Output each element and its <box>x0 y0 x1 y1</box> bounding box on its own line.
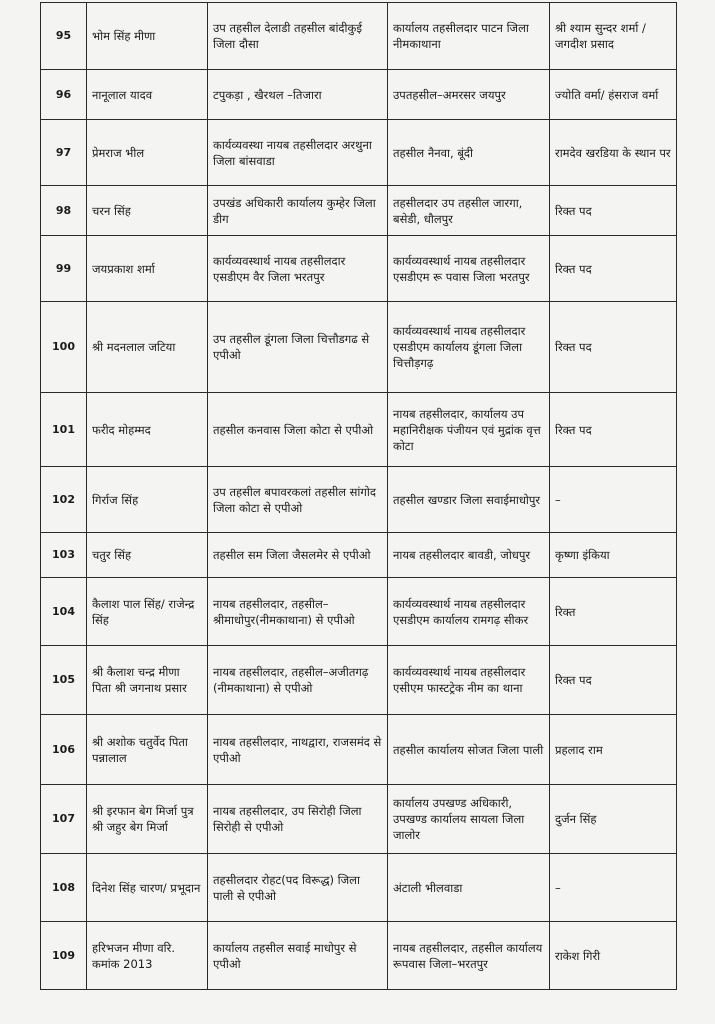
officer-name: कैलाश पाल सिंह/ राजेन्द्र सिंह <box>87 578 208 646</box>
table-row <box>41 393 677 467</box>
table-row <box>41 922 677 990</box>
current-posting: उप तहसील बपावरकलां तहसील सांगोद जिला कोटा से एपीओ <box>208 467 388 533</box>
current-posting: तहसील सम जिला जैसलमेर से एपीओ <box>208 533 388 578</box>
officer-name: श्री कैलाश चन्द्र मीणा पिता श्री जगनाथ प्रसार <box>87 646 208 715</box>
serial-number: 106 <box>41 715 87 785</box>
current-posting: नायब तहसीलदार, नाथद्वारा, राजसमंद से एपीओ <box>208 715 388 785</box>
new-posting: तहसील कार्यालय सोजत जिला पाली <box>388 715 550 785</box>
new-posting: अंटाली भीलवाडा <box>388 854 550 922</box>
current-posting: नायब तहसीलदार, उप सिरोही जिला सिरोही से एपीओ <box>208 785 388 854</box>
table-row <box>41 3 677 70</box>
remark: रिक्त पद <box>550 186 677 236</box>
serial-number: 96 <box>41 70 87 120</box>
table-row <box>41 70 677 120</box>
new-posting: कार्यव्यवस्थार्थ नायब तहसीलदार एसडीएम कार्यालय डूंगला जिला चित्तौड़गढ़ <box>388 302 550 393</box>
current-posting: नायब तहसीलदार, तहसील–अजीतगढ़ (नीमकाथाना) से एपीओ <box>208 646 388 715</box>
officer-name: चरन सिंह <box>87 186 208 236</box>
new-posting: तहसीलदार उप तहसील जारगा, बसेडी, धौलपुर <box>388 186 550 236</box>
officer-name: नानूलाल यादव <box>87 70 208 120</box>
current-posting: उप तहसील डूंगला जिला चित्तौडगढ से एपीओ <box>208 302 388 393</box>
table-row <box>41 467 677 533</box>
officer-name: जयप्रकाश शर्मा <box>87 236 208 302</box>
table-row <box>41 302 677 393</box>
table-row <box>41 533 677 578</box>
officer-name: फरीद मोहम्मद <box>87 393 208 467</box>
current-posting: उप तहसील देलाडी तहसील बांदीकुई जिला दौसा <box>208 3 388 70</box>
remark: श्री श्याम सुन्दर शर्मा /जगदीश प्रसाद <box>550 3 677 70</box>
current-posting: कार्यव्यवस्थार्थ नायब तहसीलदार एसडीएम वैर जिला भरतपुर <box>208 236 388 302</box>
serial-number: 103 <box>41 533 87 578</box>
remark: रिक्त पद <box>550 393 677 467</box>
new-posting: कार्यव्यवस्थार्थ नायब तहसीलदार एसडीएम रू पवास जिला भरतपुर <box>388 236 550 302</box>
new-posting: कार्यव्यवस्थार्थ नायब तहसीलदार एसीएम फास्टट्रेक नीम का थाना <box>388 646 550 715</box>
table-row <box>41 715 677 785</box>
table-row <box>41 120 677 186</box>
current-posting: नायब तहसीलदार, तहसील–श्रीमाधोपुर(नीमकाथाना) से एपीओ <box>208 578 388 646</box>
table-row <box>41 578 677 646</box>
current-posting: उपखंड अधिकारी कार्यालय कुम्हेर जिला डीग <box>208 186 388 236</box>
new-posting: नायब तहसीलदार, तहसील कार्यालय रूपवास जिला–भरतपुर <box>388 922 550 990</box>
officer-name: भोम सिंह मीणा <box>87 3 208 70</box>
table-row <box>41 236 677 302</box>
table-row <box>41 785 677 854</box>
serial-number: 109 <box>41 922 87 990</box>
officer-name: चतुर सिंह <box>87 533 208 578</box>
new-posting: कार्यालय उपखण्ड अधिकारी, उपखण्ड कार्यालय सायला जिला जालोर <box>388 785 550 854</box>
new-posting: कार्यालय तहसीलदार पाटन जिला नीमकाथाना <box>388 3 550 70</box>
transfer-table <box>40 2 677 990</box>
new-posting: तहसील खण्डार जिला सवाईमाधोपुर <box>388 467 550 533</box>
officer-name: श्री इरफान बेग मिर्जा पुत्र श्री जहुर बेग मिर्जा <box>87 785 208 854</box>
officer-name: दिनेश सिंह चारण/ प्रभूदान <box>87 854 208 922</box>
table-row <box>41 186 677 236</box>
remark: प्रहलाद राम <box>550 715 677 785</box>
new-posting: कार्यव्यवस्थार्थ नायब तहसीलदार एसडीएम कार्यालय रामगढ़ सीकर <box>388 578 550 646</box>
current-posting: कार्यव्यवस्था नायब तहसीलदार अरथुना जिला बांसवाडा <box>208 120 388 186</box>
remark: दुर्जन सिंह <box>550 785 677 854</box>
table-row <box>41 854 677 922</box>
remark: ज्योति वर्मा/ हंसराज वर्मा <box>550 70 677 120</box>
current-posting: टपुकड़ा , खैरथल –तिजारा <box>208 70 388 120</box>
officer-name: प्रेमराज भील <box>87 120 208 186</box>
officer-name: श्री अशोक चतुर्वेद पिता पन्नालाल <box>87 715 208 785</box>
remark: राकेश गिरी <box>550 922 677 990</box>
current-posting: तहसील कनवास जिला कोटा से एपीओ <box>208 393 388 467</box>
serial-number: 102 <box>41 467 87 533</box>
remark: कृष्णा इंकिया <box>550 533 677 578</box>
officer-name: श्री मदनलाल जटिया <box>87 302 208 393</box>
serial-number: 100 <box>41 302 87 393</box>
new-posting: नायब तहसीलदार बावडी, जोधपुर <box>388 533 550 578</box>
serial-number: 95 <box>41 3 87 70</box>
remark: रिक्त पद <box>550 236 677 302</box>
serial-number: 104 <box>41 578 87 646</box>
serial-number: 107 <box>41 785 87 854</box>
current-posting: तहसीलदार रोहट(पद विरूद्ध) जिला पाली से एपीओ <box>208 854 388 922</box>
current-posting: कार्यालय तहसील सवाई माधोपुर से एपीओ <box>208 922 388 990</box>
serial-number: 105 <box>41 646 87 715</box>
serial-number: 97 <box>41 120 87 186</box>
remark: रिक्त पद <box>550 646 677 715</box>
serial-number: 101 <box>41 393 87 467</box>
remark: – <box>550 467 677 533</box>
serial-number: 108 <box>41 854 87 922</box>
remark: – <box>550 854 677 922</box>
new-posting: उपतहसील–अमरसर जयपुर <box>388 70 550 120</box>
new-posting: तहसील नैनवा, बूंदी <box>388 120 550 186</box>
officer-name: हरिभजन मीणा वरि. कमांक 2013 <box>87 922 208 990</box>
remark: रामदेव खरडिया के स्थान पर <box>550 120 677 186</box>
new-posting: नायब तहसीलदार, कार्यालय उप महानिरीक्षक पंजीयन एवं मुद्रांक वृत्त कोटा <box>388 393 550 467</box>
remark: रिक्त पद <box>550 302 677 393</box>
serial-number: 98 <box>41 186 87 236</box>
officer-name: गिर्राज सिंह <box>87 467 208 533</box>
remark: रिक्त <box>550 578 677 646</box>
serial-number: 99 <box>41 236 87 302</box>
table-row <box>41 646 677 715</box>
